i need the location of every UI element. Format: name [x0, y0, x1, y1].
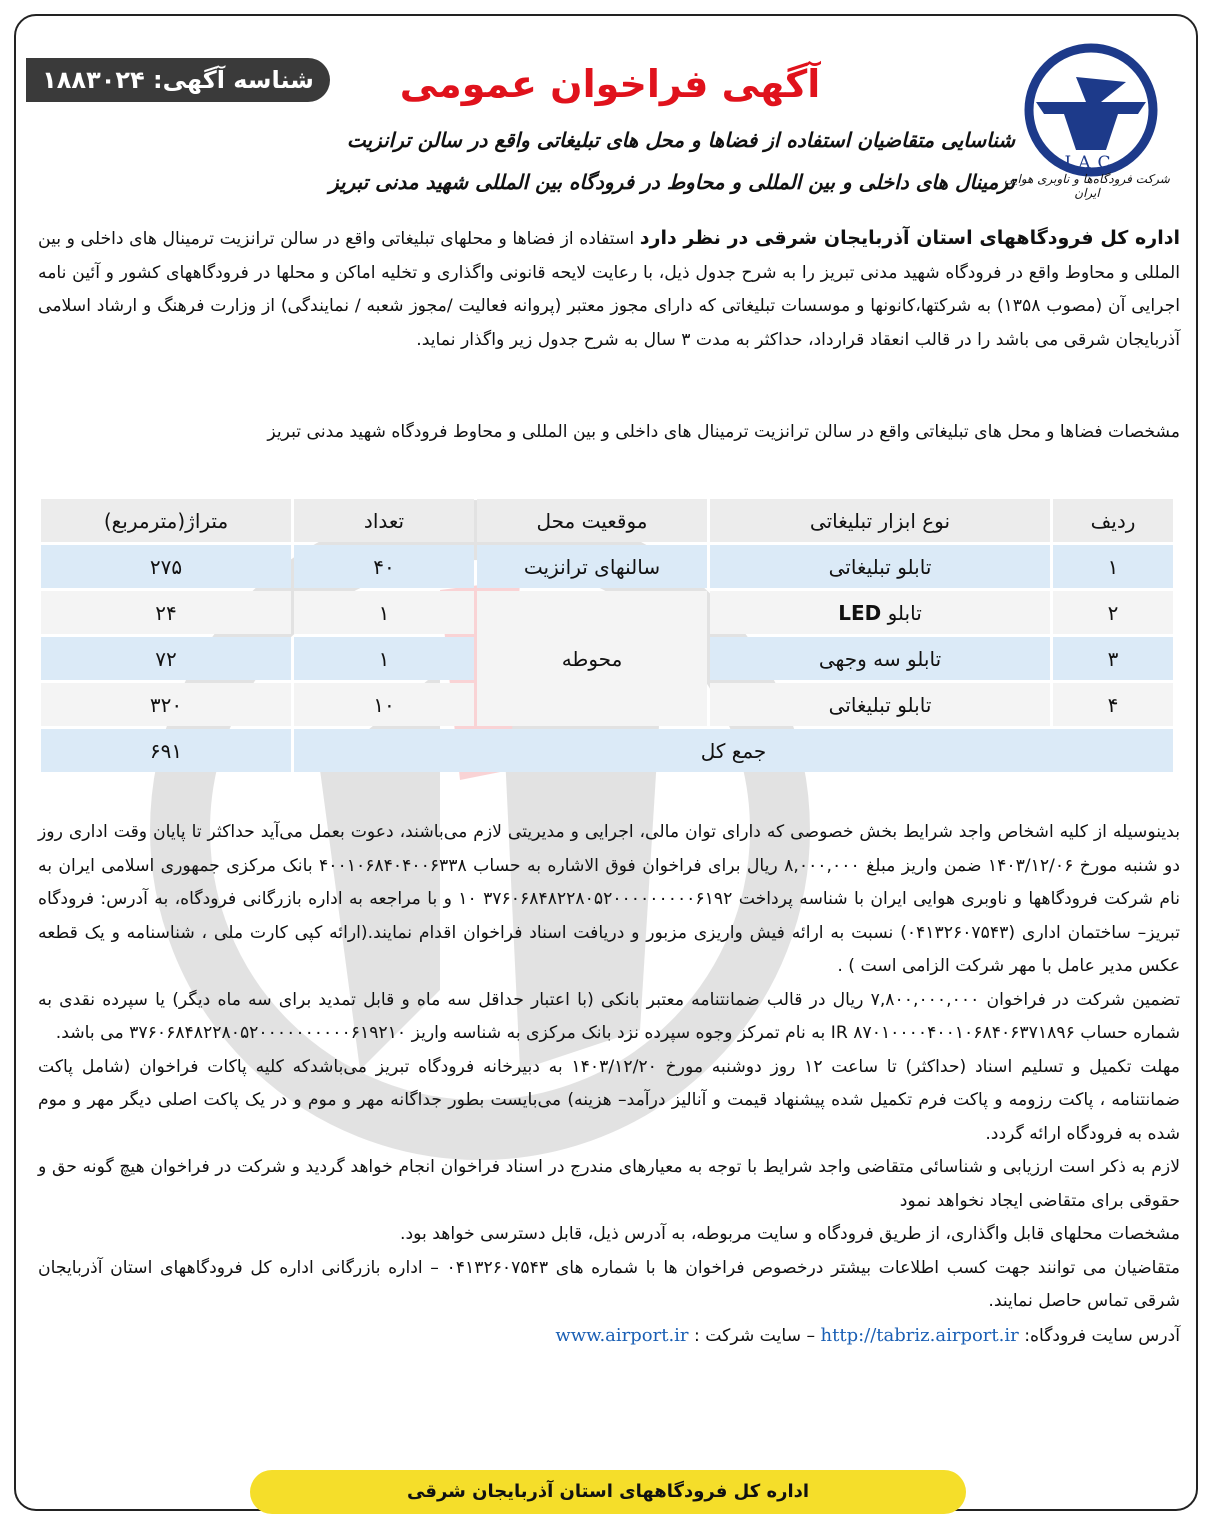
- site-addresses: [38, 1319, 1180, 1354]
- row-type: [710, 591, 1050, 634]
- intro-text: استفاده از فضاها و محلهای تبلیغاتی واقع در سالن ترانزیت ترمینال های داخلی و بین المللی و محاوط واقع در فرودگاه شهید مدنی تبریز را به شرح جدول ذیل، با رعایت لایحه قانونی واگذاری و تخلیه اماکن و محلها در فرودگاههای کشور و آئین نامه اجرایی آن (مصوب ۱۳۵۸) به شرکتها،کانونها و موسسات تبلیغاتی که دارای مجوز معتبر (پروانه فعالیت /مجوز شعبه / نمایندگی) از وزارت فرهنگ و ارشاد اسلامی آذربایجان شرقی می باشد را در قالب انعقاد قرارداد، حداکثر به مدت ۳ سال به شرح جدول زیر واگذار نماید.: [38, 229, 1181, 350]
- paragraph-evaluation: لازم به ذکر است ارزیابی و شناسائی متقاضی واجد شرایط با توجه به معیارهای مندرج در اسناد فراخوان انجام خواهد گردید و شرکت در فراخوان هیچ گونه حق و حقوقی برای متقاضی ایجاد نخواهد نمود: [38, 1157, 1180, 1211]
- total-label: جمع کل: [294, 729, 1173, 772]
- spec-title: مشخصات فضاها و محل های تبلیغاتی واقع در سالن ترانزیت ترمینال های داخلی و بین المللی و محاوط فرودگاه شهید مدنی تبریز: [267, 422, 1180, 442]
- header-row-number: ردیف: [1053, 499, 1173, 542]
- airport-site-link[interactable]: http://tabriz.airport.ir: [820, 1324, 1019, 1346]
- company-site-label: سایت شرکت :: [694, 1325, 801, 1346]
- row-area: ۳۲۰: [41, 683, 291, 726]
- row-type-led: LED: [838, 600, 882, 625]
- header-location: موقعیت محل: [477, 499, 707, 542]
- header-count: تعداد: [294, 499, 474, 542]
- row-area: ۷۲: [41, 637, 291, 680]
- conditions-body: [38, 816, 1180, 1353]
- logo-caption: شرکت فرودگاه‌ها و ناوبری هوایی ایران: [1004, 172, 1170, 200]
- ad-id-badge: شناسه آگهی: ۱۸۸۳۰۲۴: [26, 58, 330, 102]
- table-row: [41, 545, 1173, 588]
- row-count: ۱۰: [294, 683, 474, 726]
- paragraph-deadline: مهلت تکمیل و تسلیم اسناد (حداکثر) تا ساعت ۱۲ روز دوشنبه مورخ ۱۴۰۳/۱۲/۲۰ به دبیرخانه فرودگاه تبریز می‌باشدکه کلیه پاکات فراخوان (شامل پاکت ضمانتنامه ، پاکت رزومه و پاکت فرم تکمیل شده پیشنهاد قیمت و آنالیز درآمد– هزینه) می‌بایست بطور جداگانه مهر و موم و در یک پاکت اصلی دیگر مهر و موم شده به فرودگاه ارائه گردد.: [38, 1056, 1181, 1144]
- row-number: ۴: [1053, 683, 1173, 726]
- row-number: ۲: [1053, 591, 1173, 634]
- page-title: آگهی فراخوان عمومی: [399, 62, 821, 106]
- site-separator: –: [806, 1325, 816, 1346]
- row-number: ۱: [1053, 545, 1173, 588]
- table-total-row: [41, 729, 1173, 772]
- row-type-prefix: تابلو: [887, 600, 922, 625]
- paragraph-guarantee: تضمین شرکت در فراخوان ۷,۸۰۰,۰۰۰,۰۰۰ ریال در قالب ضمانتنامه معتبر بانکی (با اعتبار حداقل سه ماه و قابل تمدید برای سه ماه دیگر) یا سپرده نقدی به شماره حساب ۸۷۰۱۰۰۰۰۴۰۰۱۰۶۸۴۰۶۳۷۱۸۹۶ IR به نام تمرکز وجوه سپرده نزد بانک مرکزی به شناسه واریز ۳۷۶۰۶۸۴۸۲۲۸۰۵۲۰۰۰۰۰۰۰۰۰۰۶۱۹۲۱۰ می باشد.: [38, 989, 1180, 1043]
- row-type: تابلو سه وجهی: [710, 637, 1050, 680]
- row-count: ۴۰: [294, 545, 474, 588]
- iac-logo-icon: [1006, 42, 1176, 192]
- row-area: ۲۷۵: [41, 545, 291, 588]
- row-type: تابلو تبلیغاتی: [710, 545, 1050, 588]
- row-location-merged: محوطه: [477, 591, 707, 726]
- subtitle-line-1: شناسایی متقاضیان استفاده از فضاها و محل های تبلیغاتی واقع در سالن ترانزیت: [346, 128, 1015, 152]
- header-area: متراژ(مترمربع): [41, 499, 291, 542]
- row-location: سالنهای ترانزیت: [477, 545, 707, 588]
- header-type: نوع ابزار تبلیغاتی: [710, 499, 1050, 542]
- paragraph-contact: متقاضیان می توانند جهت کسب اطلاعات بیشتر درخصوص فراخوان ها با شماره های ۰۴۱۳۲۶۰۷۵۴۳ – اداره بازرگانی اداره کل فرودگاههای استان آذربایجان شرقی تماس حاصل نمایند.: [38, 1257, 1181, 1311]
- total-value: ۶۹۱: [41, 729, 291, 772]
- logo-letters: IAC: [1064, 153, 1118, 173]
- ad-spaces-table: [38, 496, 1176, 775]
- paragraph-deposit: بدینوسیله از کلیه اشخاص واجد شرایط بخش خصوصی که دارای توان مالی، اجرایی و مدیریتی لازم می‌باشند، دعوت بعمل می‌آید حداکثر تا پایان وقت اداری روز دو شنبه مورخ ۱۴۰۳/۱۲/۰۶ ضمن واریز مبلغ ۸,۰۰۰,۰۰۰ ریال برای فراخوان فوق الاشاره به حساب ۴۰۰۱۰۶۸۴۰۴۰۰۶۳۳۸ بانک مرکزی جمهوری اسلامی ایران به نام شرکت فرودگاهها و ناوبری هوایی ایران با شناسه پرداخت ۳۷۶۰۶۸۴۸۲۲۸۰۵۲۰۰۰۰۰۰۰۰۰۶۱۹۲ ۱۰ و با مراجعه به اداره بازرگانی فرودگاه، به آدرس: فرودگاه تبریز– ساختمان اداری (۰۴۱۳۲۶۰۷۵۴۳) نسبت به ارائه فیش واریزی مزبور و دریافت اسناد فراخوان اقدام نمایند.(ارائه کپی کارت ملی ، شناسنامه و یک قطعه عکس مدیر عامل با مهر شرکت الزامی است ) .: [38, 822, 1180, 976]
- intro-paragraph: [38, 222, 1180, 357]
- table-header-row: [41, 499, 1173, 542]
- table-row: [41, 591, 1173, 634]
- row-count: ۱: [294, 591, 474, 634]
- row-area: ۲۴: [41, 591, 291, 634]
- row-count: ۱: [294, 637, 474, 680]
- footer-band: اداره کل فرودگاههای استان آذربایجان شرقی: [250, 1470, 966, 1514]
- intro-lead: اداره کل فرودگاههای استان آذربایجان شرقی در نظر دارد: [639, 227, 1180, 249]
- paragraph-access: مشخصات محلهای قابل واگذاری، از طریق فرودگاه و سایت مربوطه، به آدرس ذیل، قابل دسترسی خواهد بود.: [400, 1224, 1180, 1244]
- airport-site-label: آدرس سایت فرودگاه:: [1024, 1325, 1180, 1346]
- row-type: تابلو تبلیغاتی: [710, 683, 1050, 726]
- row-number: ۳: [1053, 637, 1173, 680]
- subtitle-line-2: ترمینال های داخلی و بین المللی و محاوط در فرودگاه بین المللی شهید مدنی تبریز: [328, 170, 1015, 194]
- company-site-link[interactable]: www.airport.ir: [555, 1324, 689, 1346]
